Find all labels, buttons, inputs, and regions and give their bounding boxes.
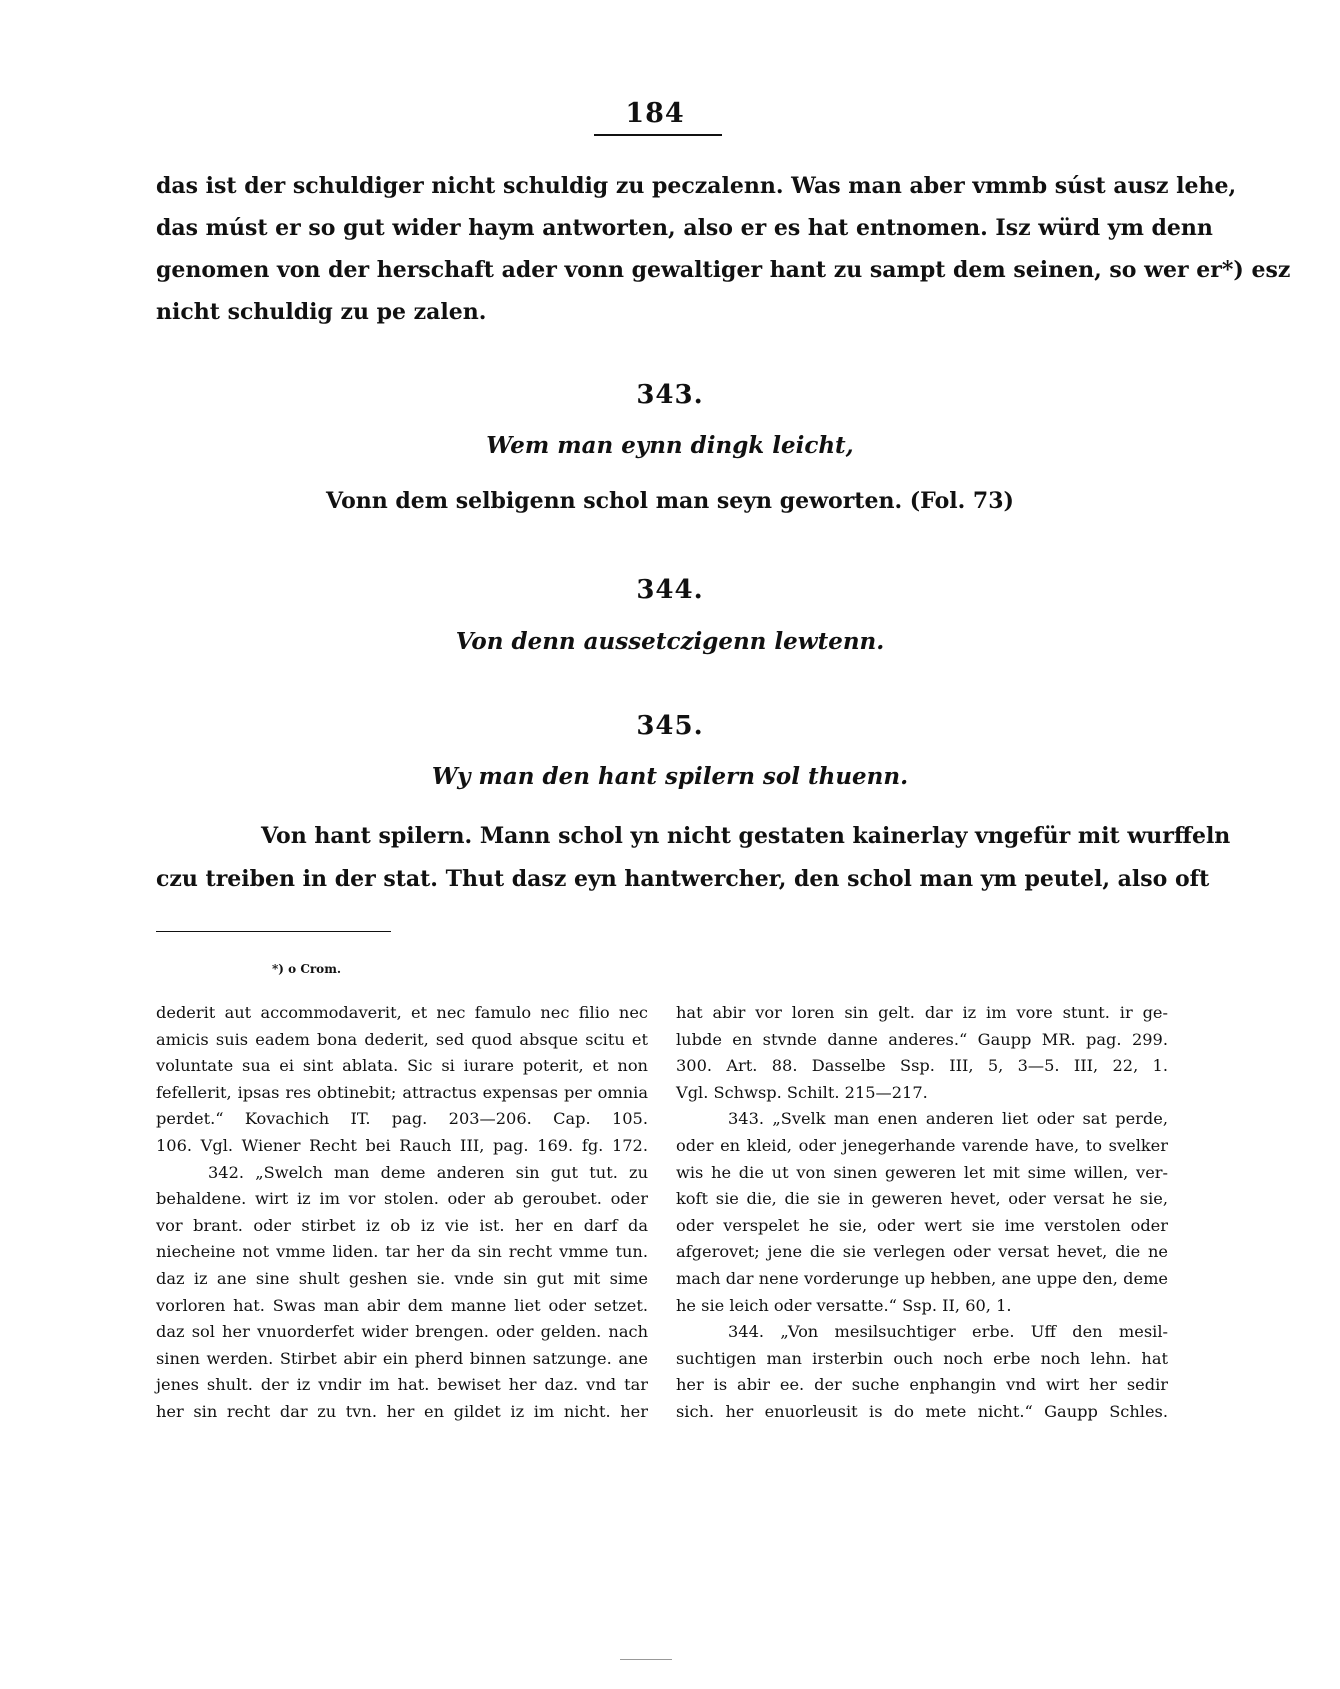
note-line: sinen werden. Stirbet abir ein pherd binnen satzunge. ane — [156, 1348, 648, 1368]
section-heading-345: Wy man den hant spilern sol thuenn. — [431, 763, 909, 790]
note-line: 106. Vgl. Wiener Recht bei Rauch III, pag. 169. fg. 172. — [156, 1135, 648, 1155]
note-line: amicis suis eadem bona dederit, sed quod absque scitu et — [156, 1029, 648, 1049]
note-line: afgerovet; jene die sie verlegen oder versat hevet, die ne — [676, 1242, 1168, 1262]
note-line: 300. Art. 88. Dasselbe Ssp. III, 5, 3—5. III, 22, 1. — [676, 1056, 1168, 1076]
section-text-343: Vonn dem selbigenn schol man seyn geworten. (Fol. 73) — [326, 488, 1014, 514]
page-number-rule — [594, 134, 722, 136]
notes-column-right — [676, 1000, 1168, 1426]
footnote: *) o Crom. — [272, 962, 342, 976]
note-line: suchtigen man irsterbin ouch noch erbe noch lehn. hat — [676, 1348, 1168, 1368]
note-line: behaldene. wirt iz im vor stolen. oder ab geroubet. oder — [156, 1189, 648, 1209]
note-line: daz sol her vnuorderfet wider brengen. oder gelden. nach — [156, 1322, 648, 1342]
note-line: 342. „Swelch man deme anderen sin gut tut. zu — [208, 1162, 648, 1182]
page-number: 184 — [625, 98, 685, 129]
intro-line: das ist der schuldiger nicht schuldig zu peczalenn. Was man aber vmmb súst ausz lehe, — [156, 173, 1237, 199]
section-heading-344: Von denn aussetczigenn lewtenn. — [455, 628, 885, 655]
intro-line: genomen von der herschaft ader vonn gewaltiger hant zu sampt dem seinen, so wer er*) esz — [156, 257, 1291, 283]
note-line: lubde en stvnde danne anderes.“ Gaupp MR. pag. 299. — [676, 1029, 1168, 1049]
bottom-mark — [620, 1659, 672, 1660]
note-line: 343. „Svelk man enen anderen liet oder sat perde, — [728, 1109, 1168, 1129]
section-text-345-line: czu treiben in der stat. Thut dasz eyn hantwercher, den schol man ym peutel, also oft — [156, 866, 1210, 892]
note-line: daz iz ane sine shult geshen sie. vnde sin gut mit sime — [156, 1268, 648, 1288]
section-number-345: 345. — [636, 711, 704, 741]
note-line: her is abir ee. der suche enphangin vnd wirt her sedir — [676, 1375, 1168, 1395]
note-line: her sin recht dar zu tvn. her en gildet iz im nicht. her — [156, 1401, 648, 1421]
note-line: voluntate sua ei sint ablata. Sic si iurare poterit, et non — [156, 1056, 648, 1076]
section-number-344: 344. — [636, 575, 704, 605]
footnote-rule — [156, 931, 391, 932]
note-line: perdet.“ Kovachich IT. pag. 203—206. Cap. 105. — [156, 1109, 648, 1129]
note-line: dederit aut accommodaverit, et nec famulo nec filio nec — [156, 1003, 648, 1022]
note-line: wis he die ut von sinen geweren let mit sime willen, ver- — [676, 1162, 1168, 1182]
intro-line: nicht schuldig zu pe zalen. — [156, 299, 487, 325]
section-heading-343: Wem man eynn dingk leicht, — [486, 432, 854, 459]
note-line: fefellerit, ipsas res obtinebit; attractus expensas per omnia — [156, 1082, 648, 1102]
note-line: vor brant. oder stirbet iz ob iz vie ist. her en darf da — [156, 1215, 648, 1235]
note-line: oder en kleid, oder jenegerhande varende have, to svelker — [676, 1135, 1168, 1155]
section-number-343: 343. — [636, 380, 704, 410]
note-line: he sie leich oder versatte.“ Ssp. II, 60, 1. — [676, 1295, 1012, 1315]
note-line: Vgl. Schwsp. Schilt. 215—217. — [676, 1082, 928, 1102]
note-line: sich. her enuorleusit is do mete nicht.“ Gaupp Schles. — [676, 1401, 1168, 1421]
note-line: vorloren hat. Swas man abir dem manne liet oder setzet. — [156, 1295, 648, 1315]
section-text-345-line: Von hant spilern. Mann schol yn nicht gestaten kainerlay vngefür mit wurffeln — [261, 823, 1231, 849]
note-line: koft sie die, die sie in geweren hevet, oder versat he sie, — [676, 1189, 1168, 1209]
note-line: hat abir vor loren sin gelt. dar iz im vore stunt. ir ge- — [676, 1003, 1168, 1022]
note-line: niecheine not vmme liden. tar her da sin recht vmme tun. — [156, 1242, 648, 1262]
note-line: mach dar nene vorderunge up hebben, ane uppe den, deme — [676, 1268, 1168, 1288]
note-line: jenes shult. der iz vndir im hat. bewiset her daz. vnd tar — [156, 1375, 648, 1395]
note-line: oder verspelet he sie, oder wert sie ime verstolen oder — [676, 1215, 1168, 1235]
note-line: 344. „Von mesilsuchtiger erbe. Uff den mesil- — [728, 1322, 1168, 1342]
notes-column-left — [156, 1000, 648, 1426]
intro-line: das múst er so gut wider haym antworten, also er es hat entnomen. Isz würd ym denn — [156, 215, 1213, 241]
